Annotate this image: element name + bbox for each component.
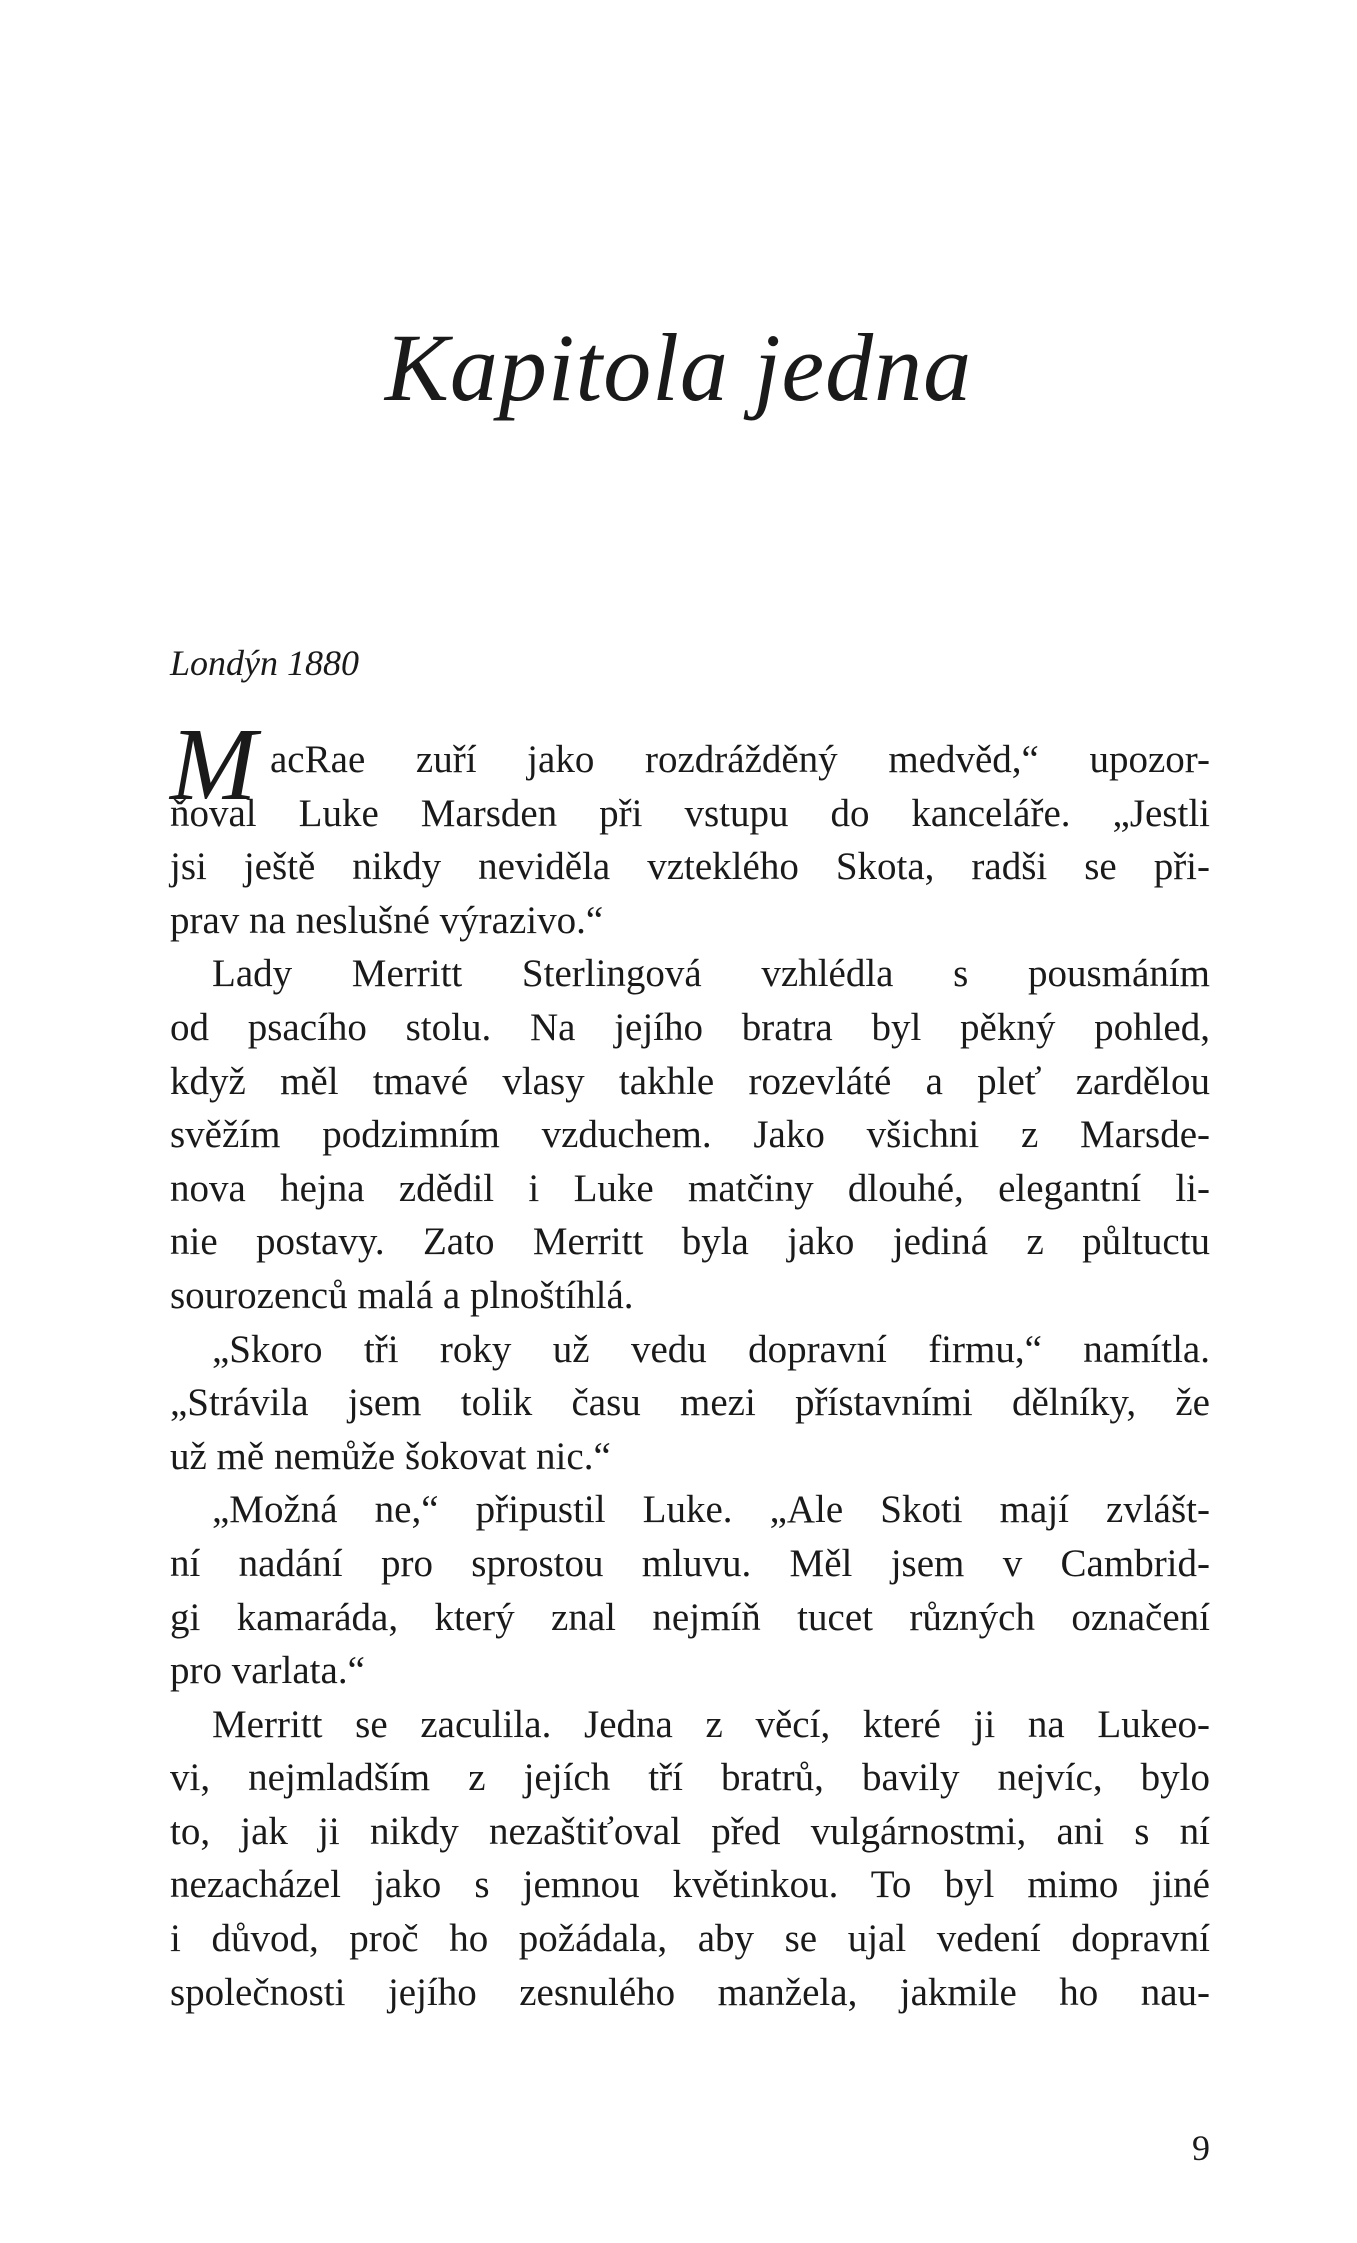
- text-line: sourozenců malá a plnoštíhlá.: [170, 1273, 634, 1317]
- text-line: gi kamaráda, který znal nejmíň tucet různých označení: [170, 1595, 1210, 1639]
- text-line: svěžím podzimním vzduchem. Jako všichni z Marsde-: [170, 1113, 1210, 1157]
- text-line: Merritt se zaculila. Jedna z věcí, které ji na Lukeo-: [212, 1702, 1210, 1746]
- text-line: „Možná ne,“ připustil Luke. „Ale Skoti mají zvlášt-: [212, 1488, 1210, 1532]
- text-line: pro varlata.“: [170, 1649, 365, 1693]
- text-line: acRae zuří jako rozdrážděný medvěd,“ upozor-: [270, 738, 1210, 781]
- text-line: už mě nemůže šokovat nic.“: [170, 1434, 611, 1478]
- text-line: od psacího stolu. Na jejího bratra byl pěkný pohled,: [170, 1005, 1210, 1049]
- text-line: Lady Merritt Sterlingová vzhlédla s pousmáním: [212, 952, 1210, 996]
- text-line: nova hejna zdědil i Luke matčiny dlouhé, elegantní li-: [170, 1166, 1210, 1210]
- body-text: [170, 707, 1210, 2019]
- drop-cap: M: [170, 707, 257, 822]
- text-line: vi, nejmladším z jejích tří bratrů, bavily nejvíc, bylo: [170, 1756, 1210, 1800]
- text-line: nezacházel jako s jemnou květinkou. To byl mimo jiné: [170, 1863, 1210, 1907]
- page-number: 9: [1192, 2128, 1210, 2168]
- place-date: Londýn 1880: [170, 643, 359, 683]
- chapter-title: Kapitola jedna: [384, 314, 973, 421]
- text-line: „Skoro tři roky už vedu dopravní firmu,“ namítla.: [212, 1327, 1210, 1371]
- text-line: prav na neslušné výrazivo.“: [170, 898, 604, 942]
- text-line: to, jak ji nikdy nezaštiťoval před vulgárnostmi, ani s ní: [170, 1809, 1210, 1853]
- text-line: když měl tmavé vlasy takhle rozevláté a pleť zardělou: [170, 1059, 1210, 1103]
- text-line: jsi ještě nikdy neviděla vzteklého Skota, radši se při-: [170, 845, 1210, 889]
- text-line: i důvod, proč ho požádala, aby se ujal vedení dopravní: [170, 1917, 1210, 1961]
- text-line: nie postavy. Zato Merritt byla jako jediná z půltuctu: [170, 1220, 1210, 1264]
- text-line: „Strávila jsem tolik času mezi přístavními dělníky, že: [170, 1381, 1210, 1425]
- text-line: společnosti jejího zesnulého manžela, jakmile ho nau-: [170, 1970, 1210, 2014]
- text-line: ňoval Luke Marsden při vstupu do kanceláře. „Jestli: [170, 791, 1210, 835]
- text-line: ní nadání pro sprostou mluvu. Měl jsem v Cambrid-: [170, 1541, 1210, 1585]
